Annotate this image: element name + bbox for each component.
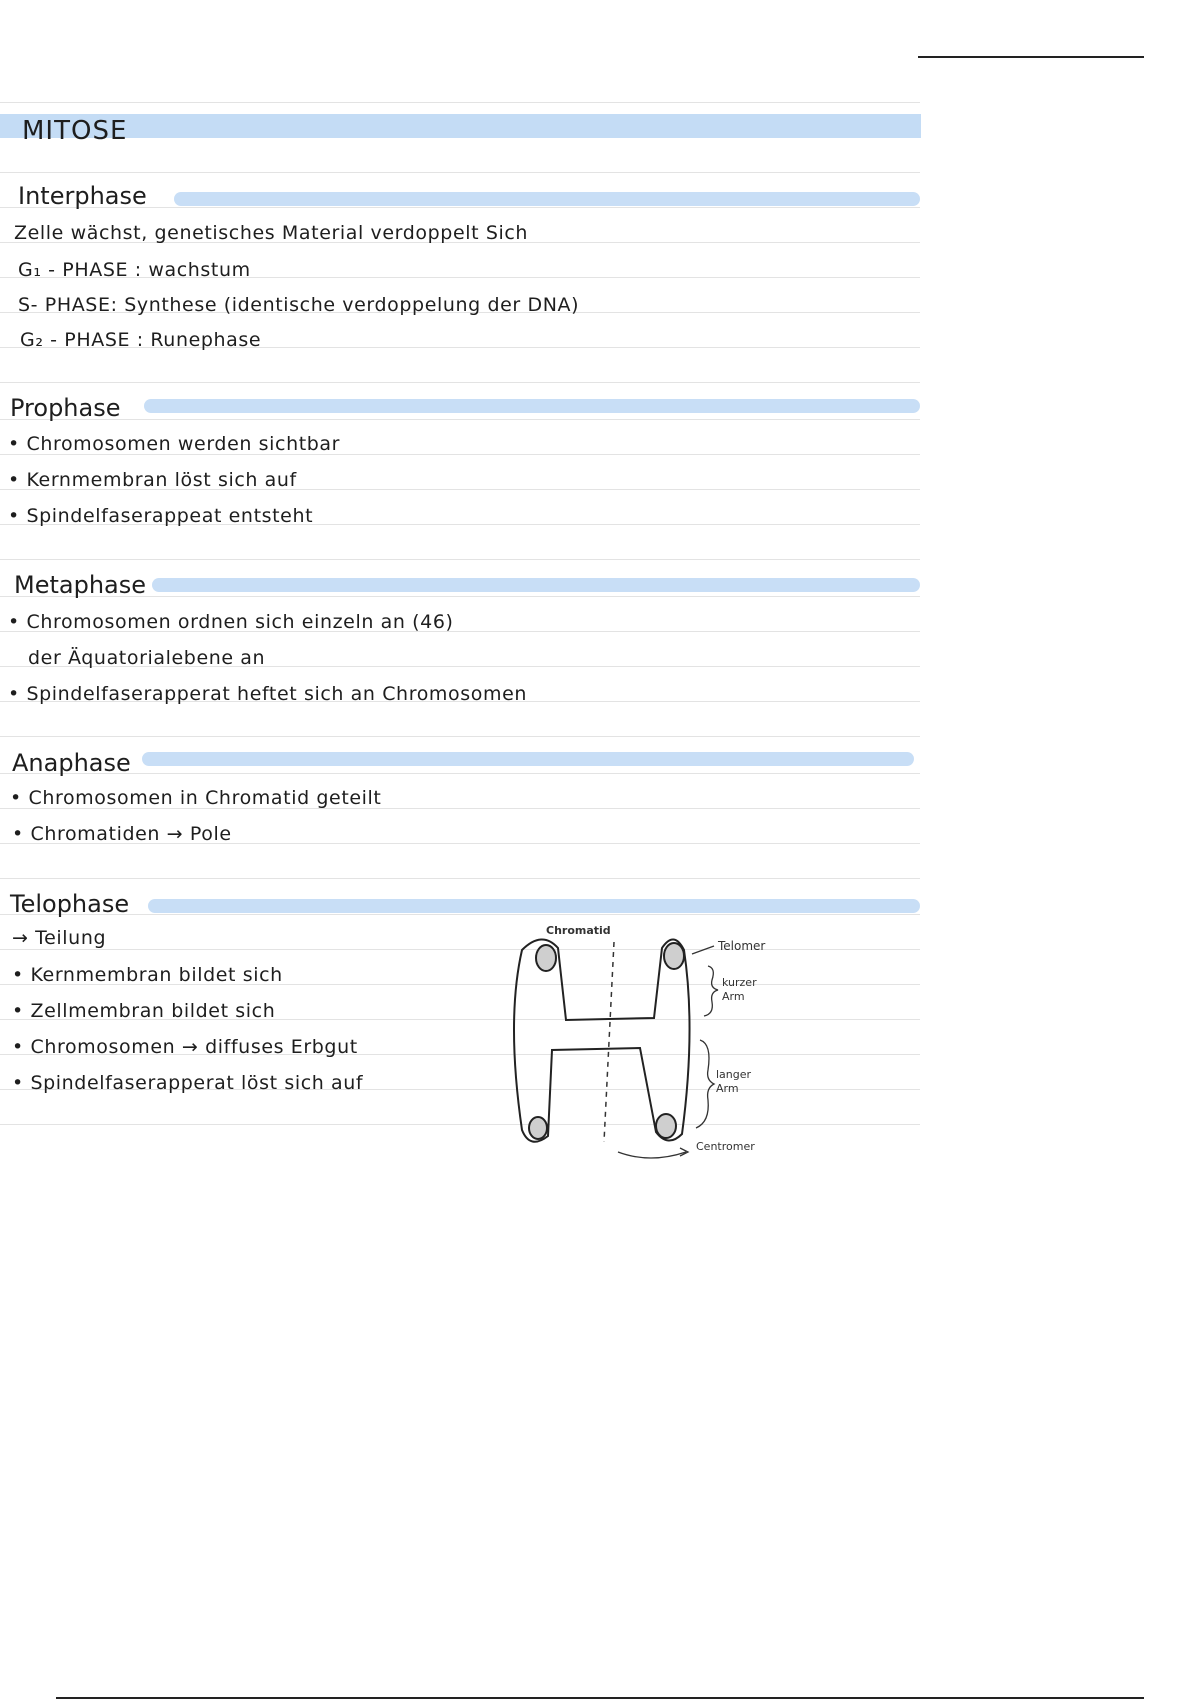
centromer-arrow — [618, 1152, 686, 1158]
long-arm-label-2: Arm — [716, 1082, 739, 1095]
text-line: • Chromatiden → Pole — [12, 823, 232, 845]
text-line: G₂ - PHASE : Runephase — [20, 329, 262, 351]
footer-rule — [56, 1697, 1144, 1699]
page-title: MITOSE — [22, 116, 128, 146]
section-heading-telophase: Telophase — [10, 890, 130, 918]
long-arm-label: langer — [716, 1068, 752, 1081]
short-arm-label: kurzer — [722, 976, 757, 989]
short-arm-brace — [704, 966, 718, 1016]
text-line: • Spindelfaserapperat löst sich auf — [12, 1072, 364, 1094]
text-line: • Spindelfaserapperat heftet sich an Chromosomen — [8, 683, 528, 705]
centromer-label: Centromer — [696, 1140, 755, 1153]
text-line: • Kernmembran löst sich auf — [8, 469, 297, 491]
heading-highlight — [142, 752, 914, 766]
text-line: • Zellmembran bildet sich — [12, 1000, 276, 1022]
telomer-label: Telomer — [718, 939, 766, 953]
chromatid-label: Chromatid — [546, 924, 611, 937]
heading-highlight — [144, 399, 920, 413]
text-line: Zelle wächst, genetisches Material verdoppelt Sich — [14, 222, 529, 244]
telomere-top-left — [536, 945, 556, 971]
text-line: • Chromosomen werden sichtbar — [8, 433, 341, 455]
telomere-bottom-right — [656, 1114, 676, 1138]
text-line: • Chromosomen → diffuses Erbgut — [12, 1036, 358, 1058]
heading-highlight — [152, 578, 920, 592]
header-rule — [918, 56, 1144, 58]
section-heading-prophase: Prophase — [10, 394, 121, 422]
text-line: • Chromosomen ordnen sich einzeln an (46) — [8, 611, 454, 633]
text-line: • Chromosomen in Chromatid geteilt — [10, 787, 382, 809]
section-heading-anaphase: Anaphase — [12, 749, 131, 777]
text-line: → Teilung — [12, 927, 107, 949]
section-heading-metaphase: Metaphase — [14, 571, 147, 599]
text-line: G₁ - PHASE : wachstum — [18, 259, 251, 281]
text-line: • Spindelfaserappeat entsteht — [8, 505, 314, 527]
section-heading-interphase: Interphase — [18, 182, 147, 210]
telomere-bottom-left — [529, 1117, 547, 1139]
telomer-arrow — [692, 946, 714, 954]
short-arm-label-2: Arm — [722, 990, 745, 1003]
long-arm-brace — [696, 1040, 714, 1128]
heading-highlight — [174, 192, 920, 206]
chromosome-diagram — [500, 910, 800, 1170]
text-line: S- PHASE: Synthese (identische verdoppelung der DNA) — [18, 294, 580, 316]
telomere-top-right — [664, 943, 684, 969]
division-axis — [604, 942, 614, 1142]
text-line: • Kernmembran bildet sich — [12, 964, 283, 986]
text-line: der Äquatorialebene an — [28, 647, 266, 669]
title-highlight — [0, 114, 921, 138]
